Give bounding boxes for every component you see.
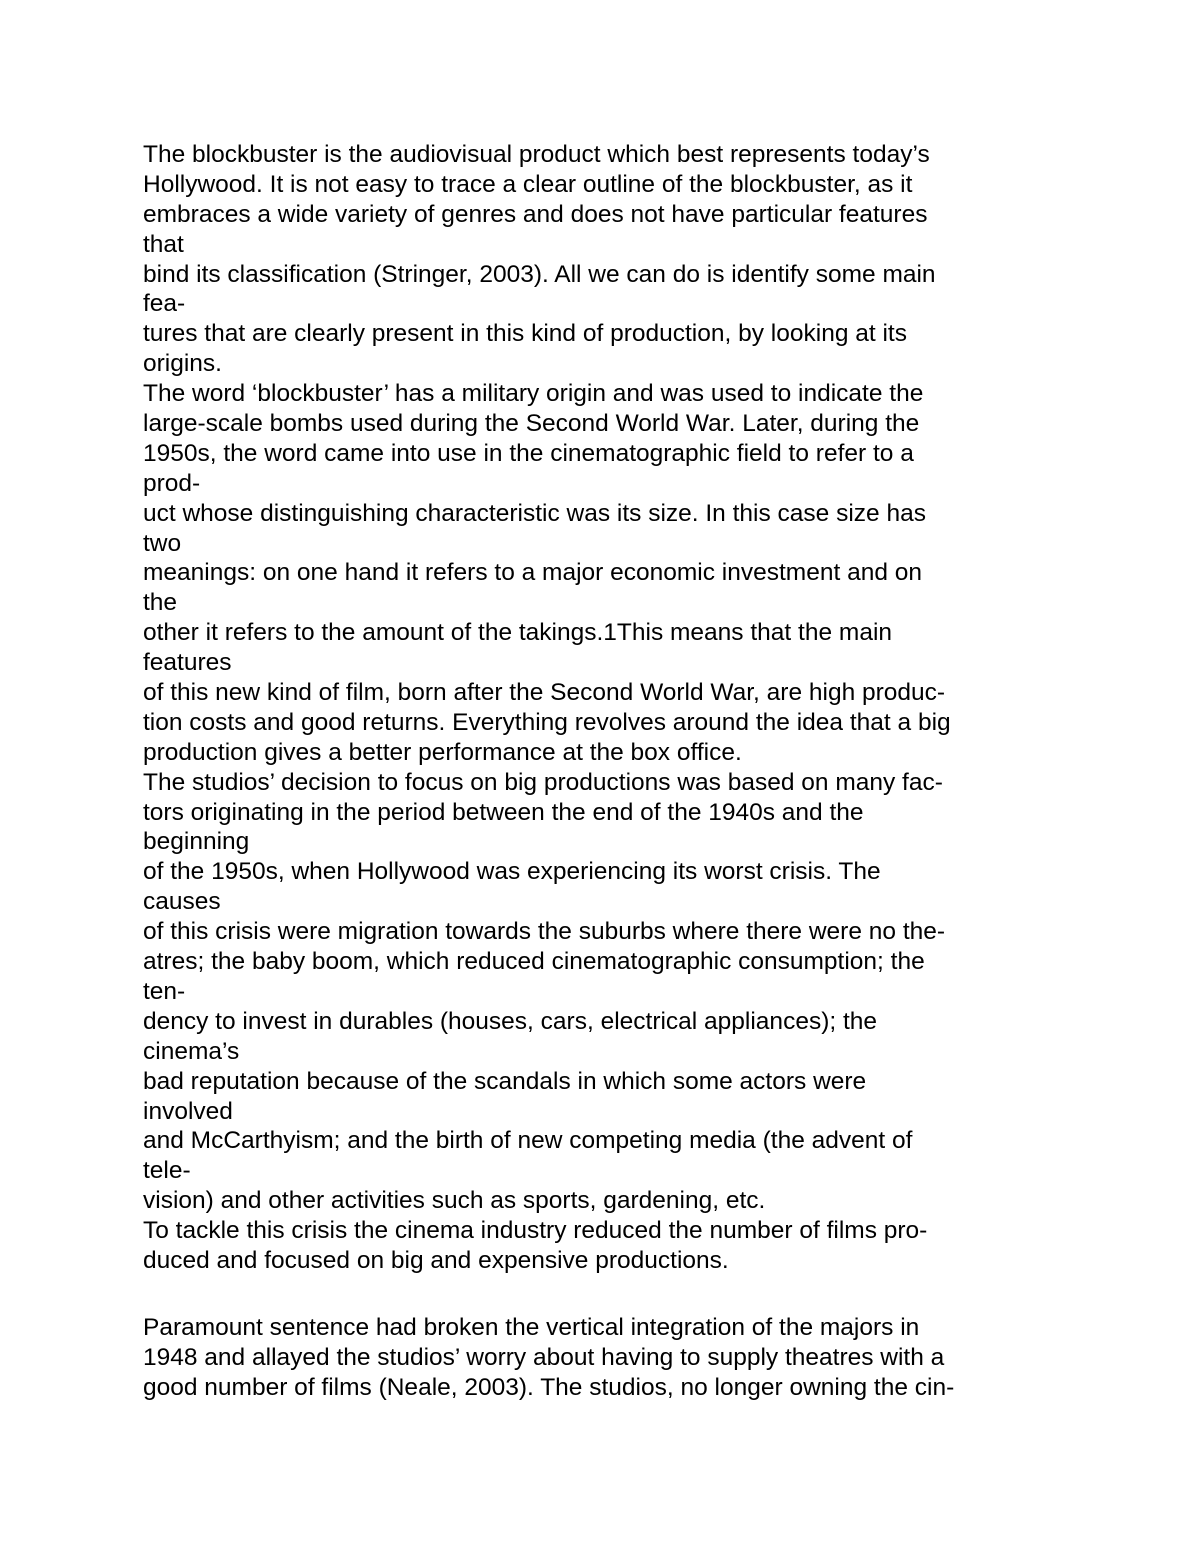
text-line: bind its classification (Stringer, 2003). All we can do is identify some main <box>143 260 936 288</box>
text-line: of this crisis were migration towards the suburbs where there were no the- <box>143 918 946 946</box>
text-line: and McCarthyism; and the birth of new competing media (the advent of <box>143 1127 913 1155</box>
text-line: 1948 and allayed the studios’ worry about having to supply theatres with a <box>143 1343 945 1371</box>
text-line: vision) and other activities such as sports, gardening, etc. <box>143 1187 766 1215</box>
text-line: the <box>143 589 178 617</box>
text-line: of the 1950s, when Hollywood was experiencing its worst crisis. The <box>143 858 881 886</box>
text-line: To tackle this crisis the cinema industry reduced the number of films pro- <box>143 1217 928 1245</box>
text-line: ten- <box>143 977 186 1005</box>
text-line: good number of films (Neale, 2003). The studios, no longer owning the cin- <box>143 1373 955 1401</box>
text-line: uct whose distinguishing characteristic was its size. In this case size has <box>143 499 926 527</box>
text-line: two <box>143 529 182 557</box>
text-line: production gives a better performance at the box office. <box>143 738 742 766</box>
text-line: tors originating in the period between the end of the 1940s and the <box>143 798 864 826</box>
text-line: bad reputation because of the scandals in which some actors were <box>143 1067 867 1095</box>
text-line: tion costs and good returns. Everything revolves around the idea that a big <box>143 708 951 736</box>
text-line: involved <box>143 1097 233 1125</box>
text-line: 1950s, the word came into use in the cinematographic field to refer to a <box>143 439 914 467</box>
text-line: tele- <box>143 1157 191 1185</box>
text-line: embraces a wide variety of genres and does not have particular features <box>143 200 928 228</box>
text-line: The blockbuster is the audiovisual product which best represents today’s <box>143 141 930 168</box>
text-line: tures that are clearly present in this kind of production, by looking at its <box>143 320 907 348</box>
paragraph-gap <box>143 1276 1143 1313</box>
text-line: beginning <box>143 828 250 856</box>
text-line: prod- <box>143 469 201 497</box>
text-line: other it refers to the amount of the takings.1This means that the main <box>143 619 893 647</box>
text-line: Hollywood. It is not easy to trace a clear outline of the blockbuster, as it <box>143 170 913 198</box>
text-line: origins. <box>143 350 222 378</box>
text-line: of this new kind of film, born after the Second World War, are high produc- <box>143 679 946 707</box>
text-line: meanings: on one hand it refers to a major economic investment and on <box>143 559 922 587</box>
text-line: features <box>143 649 232 677</box>
text-line: The word ‘blockbuster’ has a military origin and was used to indicate the <box>143 380 924 408</box>
body-text <box>143 140 1143 1403</box>
text-line: causes <box>143 888 221 916</box>
text-line: dency to invest in durables (houses, cars, electrical appliances); the <box>143 1007 878 1035</box>
paragraph-block-2 <box>143 1313 1143 1403</box>
paragraph-block-1 <box>143 140 1143 1276</box>
text-line: large-scale bombs used during the Second World War. Later, during the <box>143 410 920 438</box>
text-line: duced and focused on big and expensive productions. <box>143 1246 729 1274</box>
text-line: atres; the baby boom, which reduced cinematographic consumption; the <box>143 948 925 976</box>
text-line: Paramount sentence had broken the vertical integration of the majors in <box>143 1313 920 1341</box>
text-line: The studios’ decision to focus on big productions was based on many fac- <box>143 768 943 796</box>
text-line: that <box>143 230 184 258</box>
text-line: fea- <box>143 290 186 318</box>
text-line: cinema’s <box>143 1037 240 1065</box>
